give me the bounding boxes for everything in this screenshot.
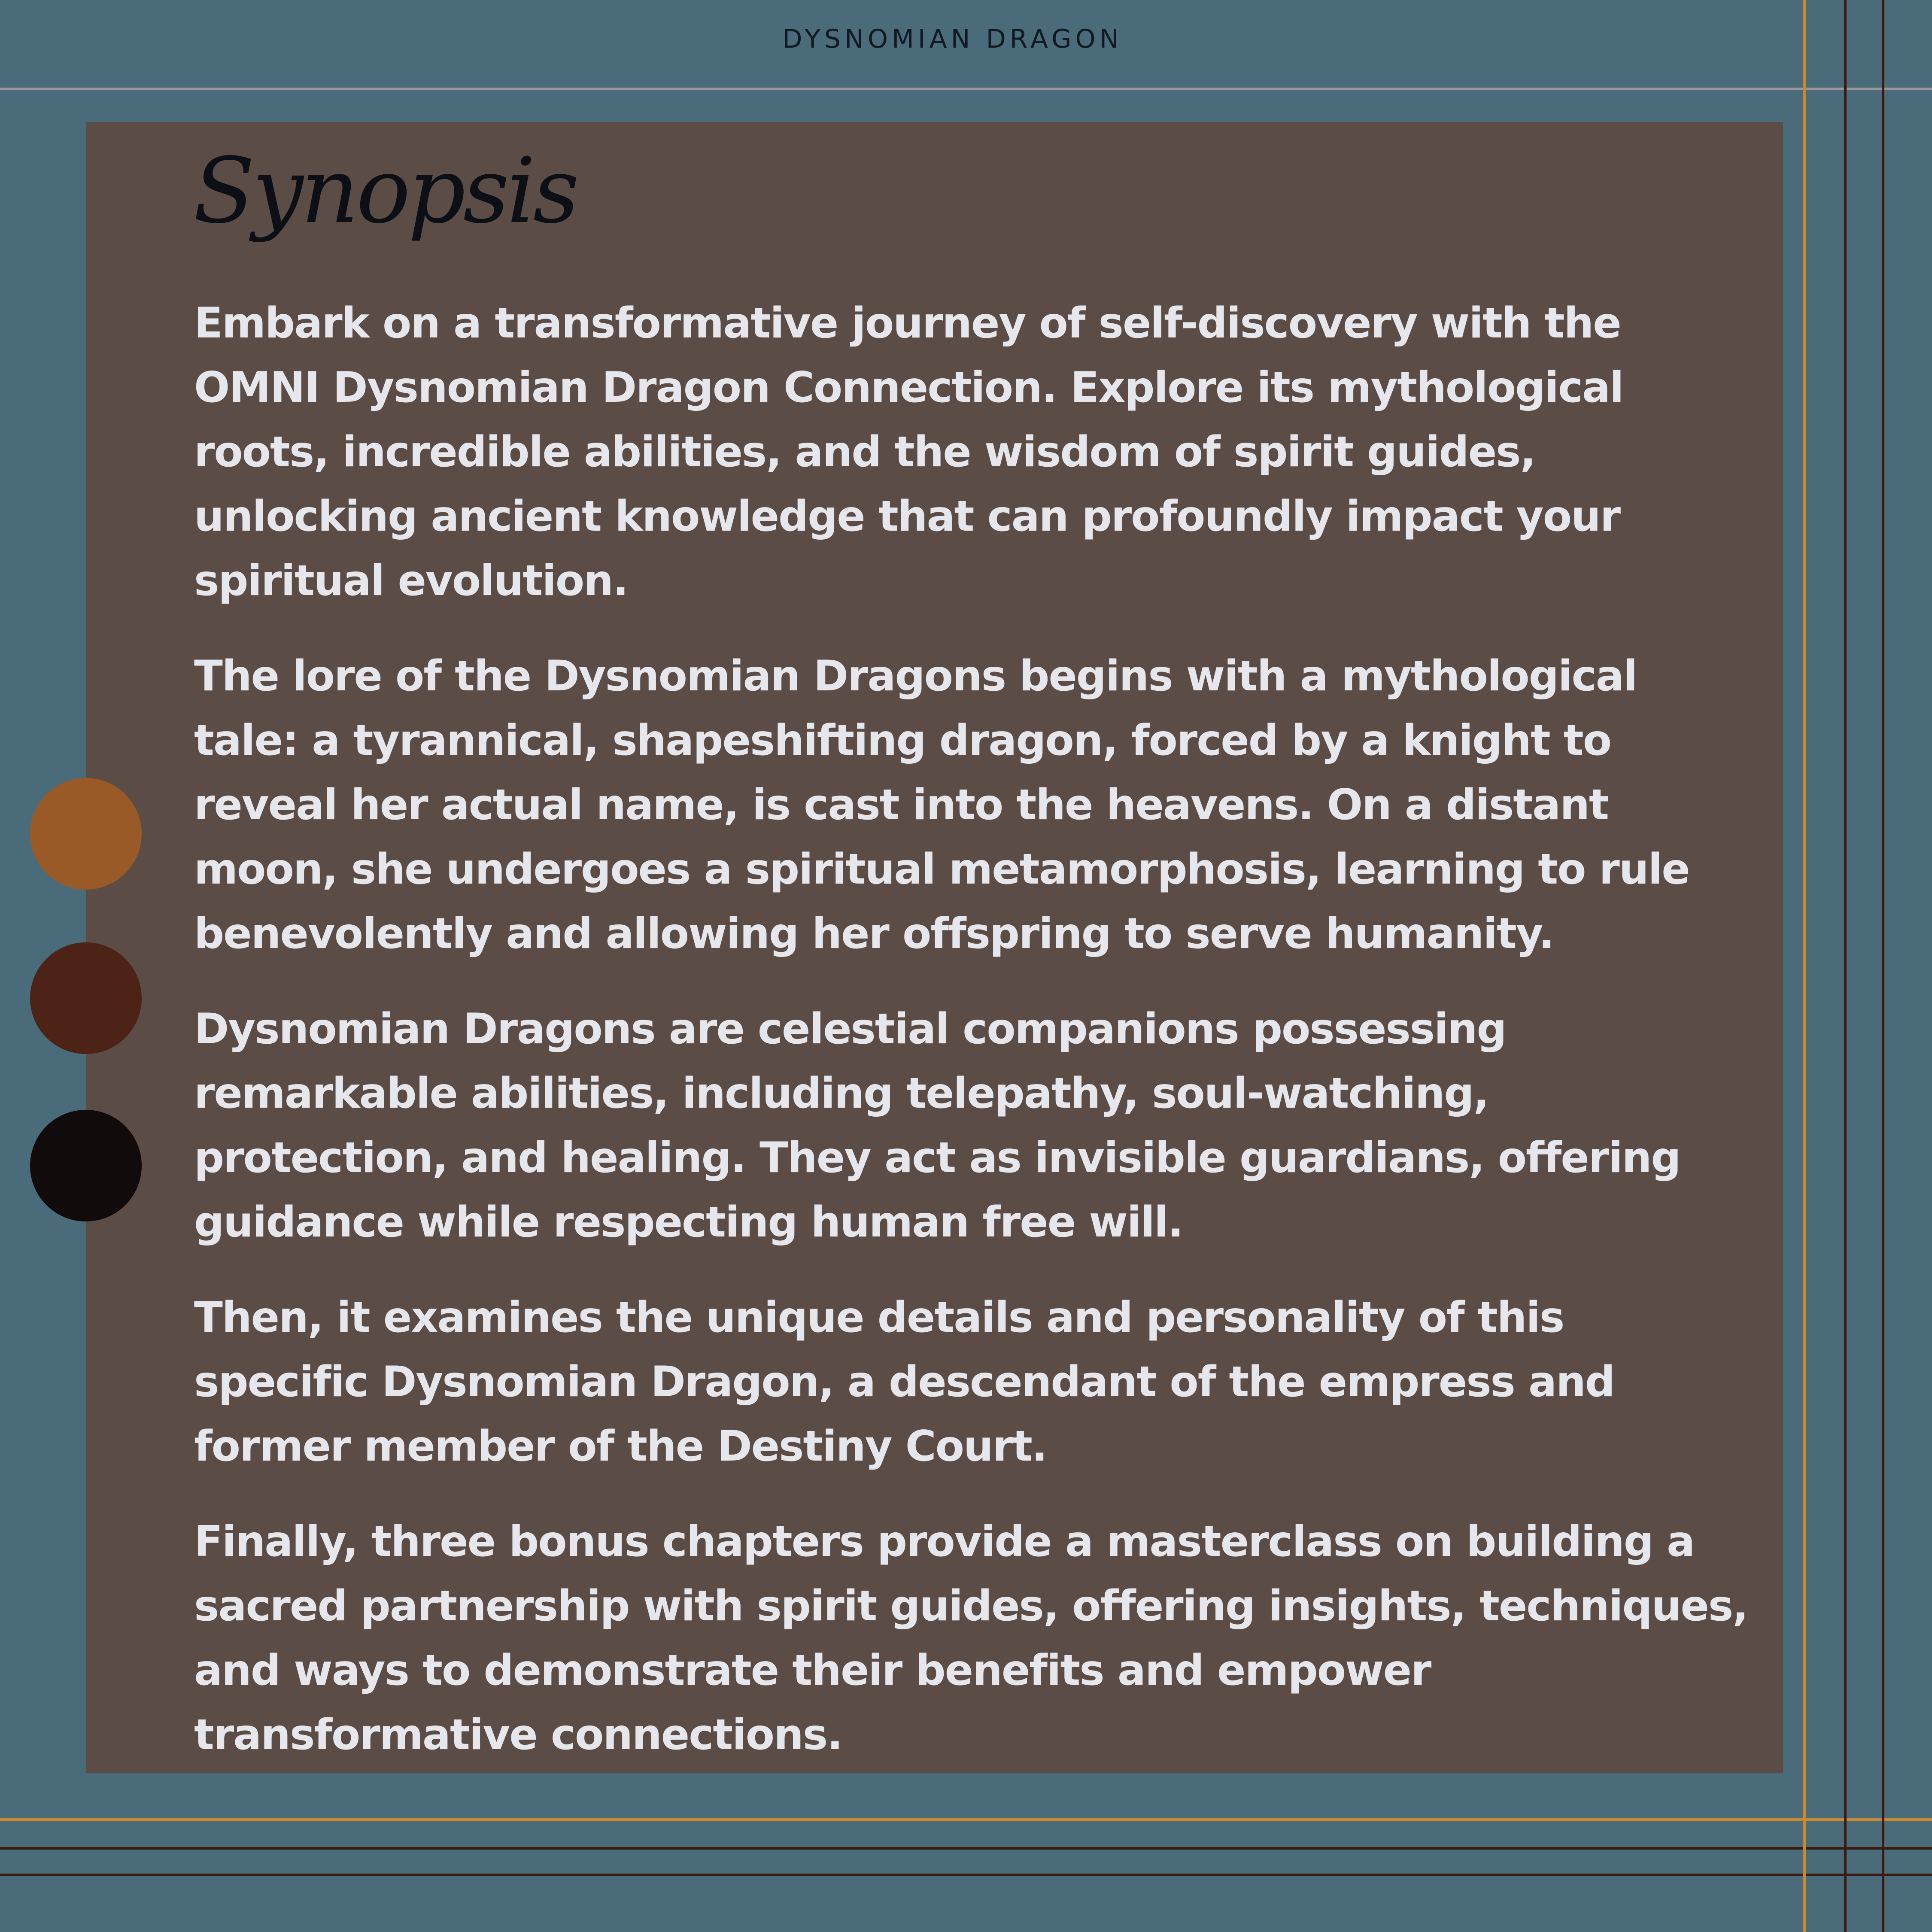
- synopsis-body: [194, 291, 1748, 1798]
- swatch-brown-dot: [30, 942, 142, 1054]
- bottom-dark-line-2: [0, 1874, 1932, 1876]
- paragraph-details: Then, it examines the unique details and personality of this specific Dysnomian Dragon, a descendant of the empress and former member of the Destiny Court.: [194, 1293, 1615, 1471]
- paragraph-intro: Embark on a transformative journey of self-discovery with the OMNI Dysnomian Dragon Connection. Explore its mythological roots, incredible abilities, and the wisdom of spirit guides, unlocking ancient knowledge that can profoundly impact your spiritual evolution.: [194, 299, 1623, 605]
- paragraph-lore: The lore of the Dysnomian Dragons begins with a mythological tale: a tyrannical, shapeshifting dragon, forced by a knight to reveal her actual name, is cast into the heavens. On a distant moon, she undergoes a spiritual metamorphosis, learning to rule benevolently and allowing her offspring to serve humanity.: [194, 652, 1689, 958]
- right-gold-line: [1803, 0, 1806, 1932]
- paragraph-bonus: Finally, three bonus chapters provide a masterclass on building a sacred partnership with spirit guides, offering insights, techniques, and ways to demonstrate their benefits and empower transformative connections.: [194, 1517, 1748, 1759]
- bottom-dark-line-1: [0, 1847, 1932, 1850]
- header-label: DYSNOMIAN DRAGON: [782, 24, 1123, 54]
- swatch-orange-dot: [30, 778, 142, 890]
- section-title: Synopsis: [193, 138, 577, 243]
- right-dark-line-1: [1844, 0, 1847, 1932]
- right-dark-line-2: [1882, 0, 1884, 1932]
- swatch-black-dot: [30, 1110, 142, 1221]
- paragraph-abilities: Dysnomian Dragons are celestial companions possessing remarkable abilities, including telepathy, soul-watching, protection, and healing. They act as invisible guardians, offering guidance while respecting human free will.: [194, 1005, 1680, 1247]
- top-divider-line: [0, 88, 1932, 90]
- bottom-gold-line: [0, 1818, 1932, 1821]
